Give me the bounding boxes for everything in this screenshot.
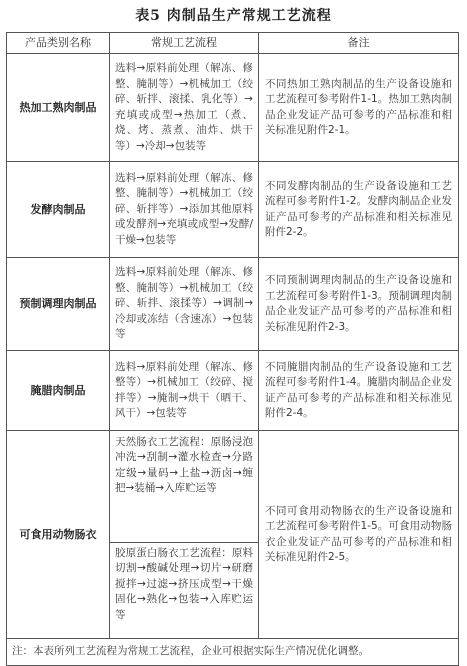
category-cell: 可食用动物肠衣	[7, 431, 110, 639]
header-note: 备注	[259, 33, 459, 54]
process-cell	[110, 431, 259, 639]
process-cell: 选料→原料前处理（解冻、修整、腌制等）→机械加工（绞碎、斩拌等）→添加其他原料或发酵剂→充填或成型→发酵/干燥→包装等	[110, 162, 259, 258]
process-table	[6, 32, 459, 666]
page-title: 表5 肉制品生产常规工艺流程	[135, 8, 332, 24]
footnote-row	[7, 639, 459, 666]
note-cell: 不同腌腊肉制品的生产设备设施和工艺流程可参考附件1-4。腌腊肉制品企业发证产品可参考的产品标准和相关标准见附件2-4。	[259, 351, 459, 431]
note-cell: 不同热加工熟肉制品的生产设备设施和工艺流程可参考附件1-1。热加工熟肉制品企业发证产品可参考的产品标准和相关标准见附件2-1。	[259, 54, 459, 162]
category-cell: 预制调理肉制品	[7, 258, 110, 351]
table-row	[7, 54, 459, 162]
process-cell: 选料→原料前处理（解冻、修整、腌制等）→机械加工（绞碎、斩拌、滚揉、乳化等）→充填或成型→热加工（煮、烧、烤、蒸煮、油炸、烘干等）→冷却→包装等	[110, 54, 259, 162]
natural-casing-process: 天然肠衣工艺流程：原肠浸泡冲洗→刮制→灌水检查→分路定级→量码→上盐→沥卤→缠把→装桶→入库贮运等	[110, 432, 258, 543]
category-cell: 热加工熟肉制品	[7, 54, 110, 162]
header-category: 产品类别名称	[7, 33, 110, 54]
collagen-casing-process: 胶原蛋白肠衣工艺流程：原料切割→酸碱处理→切片→研磨搅拌→过滤→挤压成型→干燥固化→熟化→包装→入库贮运等	[115, 546, 253, 621]
table-row	[7, 258, 459, 351]
table-row	[7, 431, 459, 639]
note-cell: 不同发酵肉制品的生产设备设施和工艺流程可参考附件1-2。发酵肉制品企业发证产品可参考的产品标准和相关标准见附件2-2。	[259, 162, 459, 258]
process-cell: 选料→原料前处理（解冻、修整、腌制等）→机械加工（绞碎、斩拌、滚揉等）→调制→冷却或冻结（含速冻）→包装等	[110, 258, 259, 351]
table-header-row	[7, 33, 459, 54]
table-row	[7, 351, 459, 431]
category-cell: 腌腊肉制品	[7, 351, 110, 431]
category-cell: 发酵肉制品	[7, 162, 110, 258]
footnote: 注：本表所列工艺流程为常规工艺流程，企业可根据实际生产情况优化调整。	[7, 639, 459, 666]
header-process: 常规工艺流程	[110, 33, 259, 54]
process-cell: 选料→原料前处理（解冻、修整等）→机械加工（绞碎、搅拌等）→腌制→烘干（晒干、风干）→包装等	[110, 351, 259, 431]
table-row	[7, 162, 459, 258]
note-cell: 不同可食用动物肠衣的生产设备设施和工艺流程可参考附件1-5。可食用动物肠衣企业发证产品可参考的产品标准和相关标准见附件2-5。	[259, 431, 459, 639]
note-cell: 不同预制调理肉制品的生产设备设施和工艺流程可参考附件1-3。预制调理肉制品企业发证产品可参考的产品标准和相关标准见附件2-3。	[259, 258, 459, 351]
